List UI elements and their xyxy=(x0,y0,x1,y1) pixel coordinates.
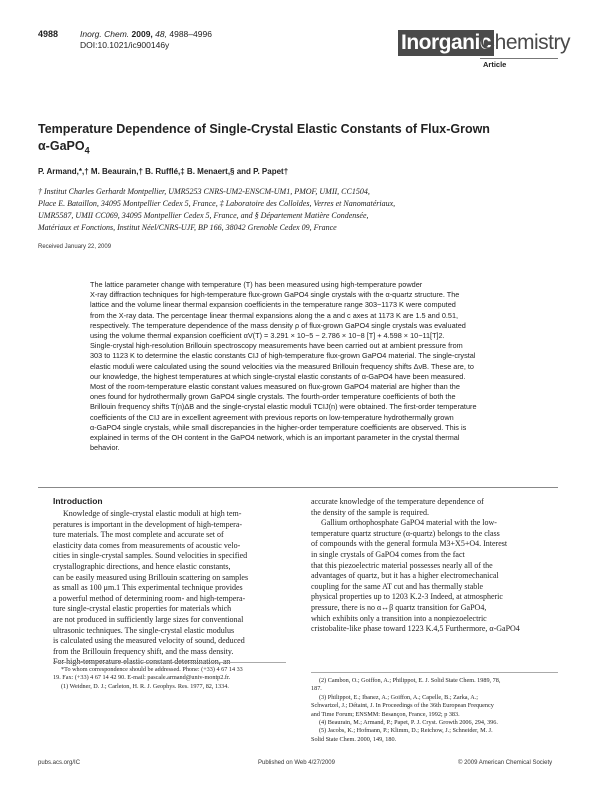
article-title xyxy=(38,121,558,160)
introduction-column-right xyxy=(311,497,558,635)
footnote: *To whom correspondence should be addressed. Phone: (+33) 4 67 14 33 xyxy=(61,666,243,673)
abstract-line: respectively. The temperature dependence of the mass density ρ of flux-grown GaPO4 single crystals was evaluated xyxy=(90,320,466,330)
page-number: 4988 xyxy=(38,29,59,39)
body-line: that this piezoelectric material possesses nearly all of the xyxy=(311,560,493,570)
footnote: (1) Weidner, D. J.; Carleton, H. R. J. Geophys. Res. 1977, 82, 1334. xyxy=(61,682,229,690)
footer-copyright: © 2009 American Chemical Society xyxy=(458,760,553,766)
footnote: and Time Forum; ENSMM: Besançon, France, 1992; p 383. xyxy=(311,710,460,718)
body-line: crystallographic directions, and hence elastic constants, xyxy=(53,561,231,571)
abstract-line: behavior. xyxy=(90,443,120,453)
body-line: which exhibits only a transition into a nonpiezoelectric xyxy=(311,613,487,623)
body-line: pressure, there is no α↔β quartz transition for GaPO4, xyxy=(311,602,487,612)
footnotes-left xyxy=(53,666,286,691)
abstract-line: our knowledge, the highest temperatures at which single-crystal elastic constants of α-GaPO4 have been measured. xyxy=(90,371,466,381)
body-line: temperature quartz structure (α-quartz) belongs to the class xyxy=(311,528,500,538)
affiliation-line: UMR5587, UMII CC069, 34095 Montpellier Cedex 5, France, and § Département Matière Condensée, xyxy=(38,211,369,220)
body-line: coupling for the same AT cut and has thermally stable xyxy=(311,581,484,591)
footnote-rule xyxy=(53,662,286,663)
journal-year: 2009, xyxy=(131,29,153,39)
logo-rule xyxy=(480,58,558,59)
footnote: Schwartzel, J.; Détaint, J. In Proceedings of the 36th European Frequency xyxy=(311,702,494,710)
body-line: are not produced in sufficiently large sizes for conventional xyxy=(53,614,244,624)
journal-volume: 48, xyxy=(155,29,167,39)
abstract-line: X-ray diffraction techniques for high-temperature flux-grown GaPO4 single crystals with the α-quartz structure. The xyxy=(90,290,460,300)
title-line-2: α-GaPO$_4$ xyxy=(38,139,90,156)
abstract-line: The lattice parameter change with temperature (T) has been measured using high-temperature powder xyxy=(90,280,423,289)
footnote: (5) Jacobs, K.; Hofmann, P.; Klimm, D.; Reichow, J.; Schneider, M. J. xyxy=(319,727,493,735)
footnotes-right xyxy=(311,677,558,744)
affiliation-line: † Institut Charles Gerhardt Montpellier, UMR5253 CNRS-UM2-ENSCM-UM1, PMOF, UMII, CC1504, xyxy=(38,187,370,196)
body-line: is calculated using the measured velocity of sound, deduced xyxy=(53,636,245,646)
footer-published: Published on Web 4/27/2009 xyxy=(258,760,335,766)
body-line: peratures is important in the development of high-tempera- xyxy=(53,519,243,529)
abstract-line: explained in terms of the OH content in the GaPO4 network, which is an important parameter in the crystal thermal xyxy=(90,433,460,443)
body-line: accurate knowledge of the temperature dependence of xyxy=(311,497,484,506)
journal-name: Inorg. Chem. xyxy=(80,29,130,39)
body-line: ture single-crystal elastic properties for materials which xyxy=(53,604,232,614)
title-line-1: Temperature Dependence of Single-Crystal Elastic Constants of Flux-Grown xyxy=(38,122,490,136)
author-list: P. Armand,*,† M. Beaurain,† B. Rufflé,‡ B. Menaert,§ and P. Papet† xyxy=(38,167,289,176)
footnote: 187. xyxy=(311,685,322,693)
abstract-line: Most of the room-temperature elastic constant values measured on flux-grown GaPO4 material are higher than the xyxy=(90,382,460,392)
introduction-column-left xyxy=(53,509,286,668)
body-line: ultrasonic techniques. The single-crystal elastic modulus xyxy=(53,625,235,635)
abstract xyxy=(90,280,558,453)
logo-inorganic: Inorganic xyxy=(398,30,494,56)
introduction-heading: Introduction xyxy=(53,496,103,506)
abstract-line: Brillouin frequency shifts T(n)ΔB and the single-crystal elastic moduli TCIJ(n) were obtained. The first-order temperature xyxy=(90,402,477,412)
abstract-line: α-GaPO4 single crystals, while small discrepancies in the higher-order temperature coefficients are observed. This is xyxy=(90,422,467,432)
citation-header xyxy=(80,29,212,51)
journal-logo xyxy=(396,30,571,76)
body-line: as small as 100 μm.1 This experimental technique provides xyxy=(53,583,243,593)
body-line: cristobalite-like phase toward 1223 K.4,5 Furthermore, α-GaPO4 xyxy=(311,624,520,634)
body-line: ture materials. The most complete and accurate set of xyxy=(53,530,224,540)
footnote: (4) Beaurain, M.; Armand, P.; Papet, P. J. Cryst. Growth 2006, 294, 396. xyxy=(319,719,498,727)
abstract-line: from the X-ray data. The percentage linear thermal expansions along the a and c axes at 1173 K are 1.5 and 0.51, xyxy=(90,310,459,320)
article-type: Article xyxy=(483,60,507,69)
body-line: in single crystals of GaPO4 comes from the fact xyxy=(311,549,465,559)
affiliation-line: Matériaux et Fonctions, Institut Néel/CNRS-UJF, BP 166, 38042 Grenoble Cedex 09, France xyxy=(38,223,337,232)
footnote-rule xyxy=(311,672,558,673)
affiliations xyxy=(38,186,558,234)
affiliation-line: Place E. Bataillon, 34095 Montpellier Cedex 5, France, ‡ Laboratoire des Colloïdes, Verres et Nanomatériaux, xyxy=(38,199,396,208)
abstract-line: ones found for hydrothermally grown GaPO4 single crystals. The fourth-order temperature coefficients of both the xyxy=(90,392,456,402)
footnote: 19. Fax: (+33) 4 67 14 42 90. E-mail: pascale.armand@univ-montp2.fr. xyxy=(53,674,231,682)
journal-pages: 4988–4996 xyxy=(169,29,212,39)
abstract-line: 303 to 1123 K to determine the elastic constants CIJ of high-temperature flux-grown GaPO4 material. The single-crystal xyxy=(90,351,476,361)
footnote: (3) Philippot, E.; Ibanez, A.; Goiffon, A.; Capelle, B.; Zarka, A.; xyxy=(319,693,479,701)
footnote: Solid State Chem. 2000, 149, 180. xyxy=(311,735,397,743)
body-line: a powerful method of determining room- and high-tempera- xyxy=(53,593,246,603)
footer-url[interactable]: pubs.acs.org/IC xyxy=(38,760,81,766)
abstract-line: coefficients of the CIJ are in excellent agreement with previous reports on low-temperature hydrothermally grown xyxy=(90,412,454,422)
abstract-line: elastic moduli were calculated using the sound velocities via the measured Brillouin frequency shifts ΔνB. These are, to xyxy=(90,361,474,371)
section-divider xyxy=(38,487,558,488)
body-line: from the Brillouin frequency shift, and the mass density. xyxy=(53,646,234,656)
body-line: of compounds with the general formula M3+X5+O4. Interest xyxy=(311,539,508,549)
body-line: the density of the sample is required. xyxy=(311,507,429,517)
received-date: Received January 22, 2009 xyxy=(38,244,112,250)
logo-chemistry: Chemistry xyxy=(480,31,571,54)
doi: DOI:10.1021/ic900146y xyxy=(80,40,170,50)
body-line: advantages of quartz, but it has a higher electromechanical xyxy=(311,571,499,581)
footnote: (2) Cambon, O.; Goiffon, A.; Philippot, E. J. Solid State Chem. 1989, 78, xyxy=(319,677,501,684)
body-line: physical properties up to 1203 K.2-3 Indeed, at atmospheric xyxy=(311,592,503,602)
abstract-line: lattice and the volume linear thermal expansion coefficients in the temperature range 303−1173 K were computed xyxy=(90,300,456,310)
abstract-line: using the volume thermal expansion coefficient αV(T) = 3.291 × 10−5 − 2.786 × 10−8 [T] + 4.598 × 10−11[T]2. xyxy=(90,331,445,341)
body-line: elasticity data comes from measurements of acoustic velo- xyxy=(53,540,241,550)
body-line: Gallium orthophosphate GaPO4 material with the low- xyxy=(321,518,497,528)
body-line: can be easily measured using Brillouin scattering on samples xyxy=(53,572,249,582)
body-line: cities in single-crystal samples. Sound velocities in specified xyxy=(53,551,248,561)
body-line: Knowledge of single-crystal elastic moduli at high tem- xyxy=(63,509,242,518)
abstract-line: Single-crystal high-resolution Brillouin spectroscopy measurements have been carried out at ambient pressure from xyxy=(90,341,463,351)
